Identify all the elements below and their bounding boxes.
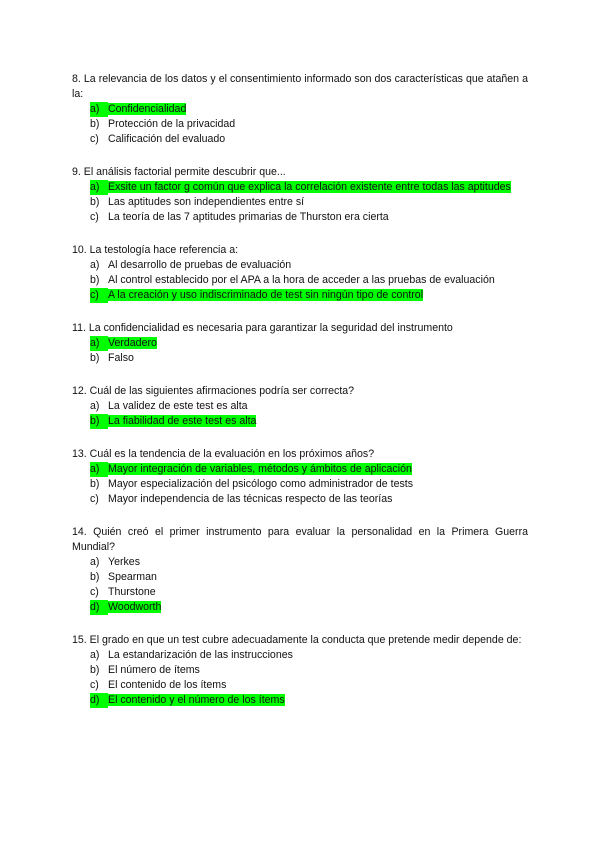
- option-text: Al control establecido por el APA a la hora de acceder a las pruebas de evaluación: [108, 274, 495, 286]
- question-stem: 14. Quién creó el primer instrumento para evaluar la personalidad en la Primera Guerra Mundial?: [72, 526, 528, 553]
- option-d: [90, 600, 528, 615]
- question-11: [72, 321, 528, 366]
- option-letter: c): [90, 133, 99, 145]
- question-9: [72, 165, 528, 225]
- option-letter: b): [90, 274, 100, 286]
- question-12: [72, 384, 528, 429]
- option-letter: a): [90, 102, 108, 117]
- option-text: Thurstone: [108, 586, 156, 598]
- option-c: [90, 288, 528, 303]
- option-text: La teoría de las 7 aptitudes primarias de Thurston era cierta: [108, 211, 389, 223]
- option-letter: a): [90, 180, 108, 195]
- option-text: Yerkes: [108, 556, 140, 568]
- option-a: [90, 258, 528, 273]
- options-list: [72, 648, 528, 708]
- options-list: [72, 336, 528, 366]
- option-letter: c): [90, 211, 99, 223]
- option-text-correct: La fiabilidad de este test es alta: [108, 415, 257, 427]
- option-letter: a): [90, 649, 100, 661]
- question-stem: 10. La testología hace referencia a:: [72, 244, 239, 256]
- question-stem: 15. El grado en que un test cubre adecuadamente la conducta que pretende medir depende de:: [72, 634, 522, 646]
- option-letter: c): [90, 493, 99, 505]
- option-b: [90, 117, 528, 132]
- option-text: Calificación del evaluado: [108, 133, 226, 145]
- option-text: Falso: [108, 352, 134, 364]
- option-letter: b): [90, 196, 100, 208]
- option-c: [90, 132, 528, 147]
- option-text: El contenido de los ítems: [108, 679, 227, 691]
- option-b: [90, 663, 528, 678]
- question-stem: 11. La confidencialidad es necesaria para garantizar la seguridad del instrumento: [72, 322, 453, 334]
- option-text: La estandarización de las instrucciones: [108, 649, 293, 661]
- option-letter: a): [90, 462, 108, 477]
- options-list: [72, 462, 528, 507]
- option-letter: d): [90, 693, 108, 708]
- option-b: [90, 477, 528, 492]
- option-b: [90, 414, 528, 429]
- option-c: [90, 678, 528, 693]
- question-stem: 13. Cuál es la tendencia de la evaluación en los próximos años?: [72, 448, 375, 460]
- question-14: [72, 525, 528, 615]
- question-8: [72, 72, 528, 147]
- option-text: El número de ítems: [108, 664, 200, 676]
- options-list: [72, 555, 528, 615]
- option-b: [90, 570, 528, 585]
- option-letter: b): [90, 664, 100, 676]
- option-text-correct: Woodworth: [108, 601, 162, 613]
- options-list: [72, 180, 528, 225]
- option-text: Spearman: [108, 571, 157, 583]
- option-letter: b): [90, 118, 100, 130]
- option-letter: a): [90, 400, 100, 412]
- option-text: Mayor independencia de las técnicas respecto de las teorías: [108, 493, 393, 505]
- option-text-correct: Confidencialidad: [108, 103, 187, 115]
- option-text: Al desarrollo de pruebas de evaluación: [108, 259, 292, 271]
- option-a: [90, 102, 528, 117]
- option-a: [90, 648, 528, 663]
- question-stem: 8. La relevancia de los datos y el consentimiento informado son dos características que atañen a la:: [72, 73, 528, 100]
- option-text: Mayor especialización del psicólogo como administrador de tests: [108, 478, 414, 490]
- option-text-correct: Mayor integración de variables, métodos y ámbitos de aplicación: [108, 463, 412, 475]
- option-d: [90, 693, 528, 708]
- option-letter: c): [90, 288, 108, 303]
- option-c: [90, 210, 528, 225]
- option-b: [90, 195, 528, 210]
- option-letter: b): [90, 571, 100, 583]
- option-a: [90, 180, 528, 195]
- option-text-correct: Verdadero: [108, 337, 157, 349]
- option-a: [90, 399, 528, 414]
- option-text-correct: A la creación y uso indiscriminado de test sin ningún tipo de control: [108, 289, 424, 301]
- option-text: La validez de este test es alta: [108, 400, 248, 412]
- option-letter: d): [90, 600, 108, 615]
- options-list: [72, 102, 528, 147]
- option-letter: b): [90, 478, 100, 490]
- option-c: [90, 585, 528, 600]
- option-a: [90, 555, 528, 570]
- option-text: Protección de la privacidad: [108, 118, 236, 130]
- options-list: [72, 399, 528, 429]
- option-text-correct: Exsite un factor g común que explica la correlación existente entre todas las aptitudes: [108, 181, 511, 193]
- option-letter: a): [90, 336, 108, 351]
- option-a: [90, 336, 528, 351]
- option-letter: a): [90, 259, 100, 271]
- question-10: [72, 243, 528, 303]
- option-letter: c): [90, 586, 99, 598]
- option-text: Las aptitudes son independientes entre sí: [108, 196, 305, 208]
- option-letter: a): [90, 556, 100, 568]
- option-c: [90, 492, 528, 507]
- question-stem: 12. Cuál de las siguientes afirmaciones podría ser correcta?: [72, 385, 355, 397]
- document-page: [72, 72, 528, 726]
- question-13: [72, 447, 528, 507]
- option-b: [90, 351, 528, 366]
- question-stem: 9. El análisis factorial permite descubrir que...: [72, 166, 286, 178]
- options-list: [72, 258, 528, 303]
- question-15: [72, 633, 528, 708]
- option-b: [90, 273, 528, 288]
- option-letter: c): [90, 679, 99, 691]
- option-letter: b): [90, 352, 100, 364]
- option-text-correct: El contenido y el número de los ítems: [108, 694, 285, 706]
- option-a: [90, 462, 528, 477]
- option-letter: b): [90, 414, 108, 429]
